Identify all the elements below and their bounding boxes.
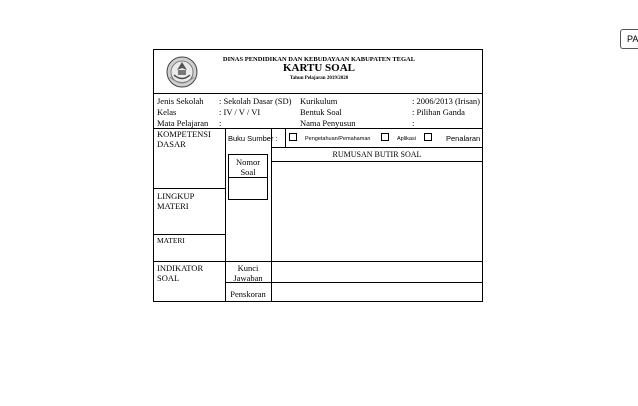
indikator-label-1: INDIKATOR bbox=[157, 263, 204, 273]
emblem-logo-icon bbox=[165, 55, 199, 89]
aplikasi-checkbox[interactable] bbox=[381, 133, 389, 141]
nomor-soal-label-1: Nomor bbox=[235, 157, 261, 167]
lingkup-label-1: LINGKUP bbox=[157, 191, 195, 201]
penalaran-checkbox[interactable] bbox=[424, 133, 432, 141]
nama-penyusun-value: : bbox=[412, 118, 415, 128]
pengetahuan-checkbox[interactable] bbox=[289, 133, 297, 141]
school-year: Tahun Pelajaran 2019/2020 bbox=[289, 76, 349, 81]
rumusan-butir-soal-heading: RUMUSAN BUTIR SOAL bbox=[332, 150, 422, 159]
nama-penyusun-label: Nama Penyusun bbox=[300, 118, 356, 128]
kelas-label: Kelas bbox=[157, 107, 177, 117]
card-title: KARTU SOAL bbox=[282, 62, 356, 74]
materi-label: MATERI bbox=[157, 236, 185, 245]
kompetensi-label-2: DASAR bbox=[157, 139, 186, 149]
penskoran-label: Penskoran bbox=[230, 289, 266, 299]
kurikulum-value: : 2006/2013 (Irisan) bbox=[412, 96, 480, 106]
agency-name: DINAS PENDIDIKAN DAN KEBUDAYAAN KABUPATEN TEGAL bbox=[222, 56, 416, 63]
bentuk-soal-value: : Pilihan Ganda bbox=[412, 107, 465, 117]
kunci-jawaban-label-1: Kunci bbox=[237, 263, 259, 273]
pengetahuan-label: Pengetahuan/Pemahaman bbox=[305, 136, 371, 142]
jenis-sekolah-value: : Sekolah Dasar (SD) bbox=[219, 96, 292, 106]
bentuk-soal-label: Bentuk Soal bbox=[300, 107, 342, 117]
kompetensi-label-1: KOMPETENSI bbox=[157, 129, 211, 139]
kurikulum-label: Kurikulum bbox=[300, 96, 338, 106]
buku-sumber-label: Buku Sumber : bbox=[228, 134, 278, 143]
lingkup-label-2: MATERI bbox=[157, 201, 189, 211]
jenis-sekolah-label: Jenis Sekolah bbox=[157, 96, 204, 106]
penalaran-label: Penalaran bbox=[446, 134, 481, 143]
corner-tab[interactable]: PA bbox=[620, 29, 638, 49]
kunci-jawaban-label-2: Jawaban bbox=[233, 273, 263, 283]
mapel-value: : bbox=[219, 118, 222, 128]
nomor-soal-label-2: Soal bbox=[240, 167, 256, 177]
indikator-label-2: SOAL bbox=[157, 273, 180, 283]
aplikasi-label: Aplikasi bbox=[397, 136, 416, 142]
kelas-value: : IV / V / VI bbox=[219, 107, 261, 117]
mapel-label: Mata Pelajaran bbox=[157, 118, 209, 128]
